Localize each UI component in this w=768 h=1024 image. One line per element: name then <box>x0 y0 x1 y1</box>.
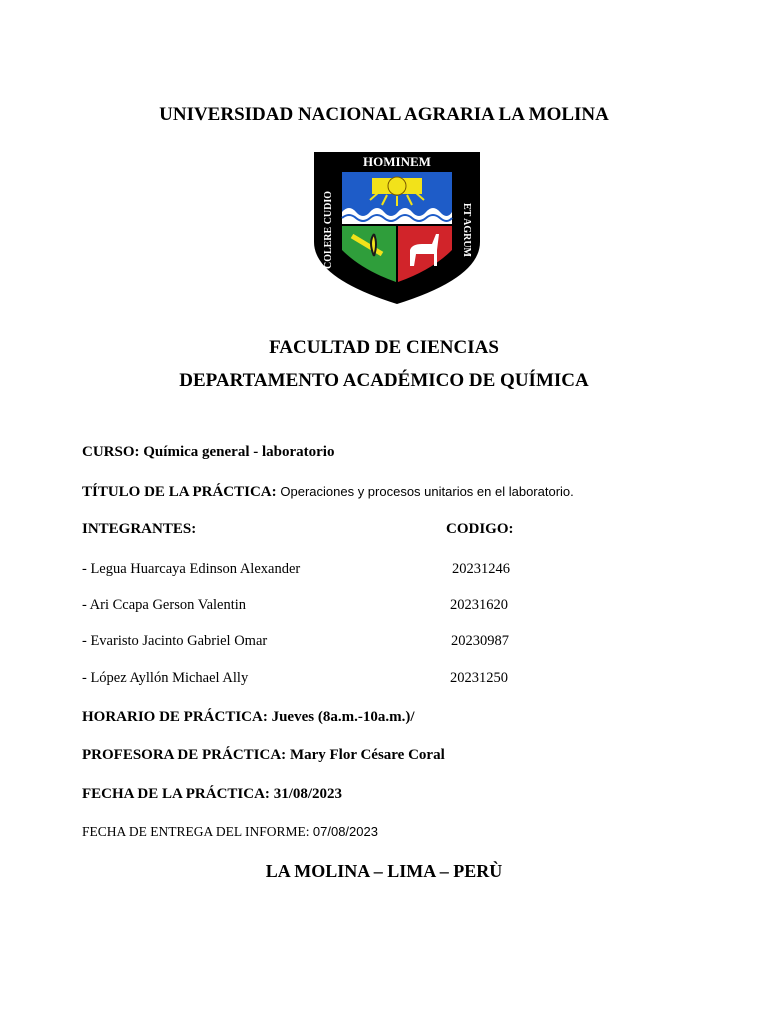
member-row: - Evaristo Jacinto Gabriel Omar <box>82 633 268 649</box>
teacher-label: PROFESORA DE PRÁCTICA: <box>82 747 287 763</box>
delivery-label: FECHA DE ENTREGA DEL INFORME: <box>82 824 310 839</box>
code-header: CODIGO: <box>446 521 514 537</box>
member-row: - Ari Ccapa Gerson Valentin <box>82 597 247 613</box>
member-code: 20231246 <box>452 561 510 577</box>
members-header: INTEGRANTES: <box>82 521 197 537</box>
faculty-name: FACULTAD DE CIENCIAS <box>269 337 499 358</box>
teacher-value: Mary Flor Césare Coral <box>289 747 445 763</box>
title-row <box>82 484 574 501</box>
delivery-row <box>82 824 378 840</box>
logo-top-text: HOMINEM <box>363 154 431 169</box>
member-code: 20230987 <box>451 633 509 649</box>
member-code: 20231620 <box>450 597 508 613</box>
date-label: FECHA DE LA PRÁCTICA: <box>82 786 270 802</box>
university-name: UNIVERSIDAD NACIONAL AGRARIA LA MOLINA <box>159 104 609 125</box>
schedule-row <box>82 709 414 726</box>
member-row: - Legua Huarcaya Edinson Alexander <box>82 561 301 577</box>
logo-left-text: COLERE CUDIO <box>323 190 334 270</box>
department-name: DEPARTAMENTO ACADÉMICO DE QUÍMICA <box>179 370 589 391</box>
schedule-value: Jueves (8a.m.-10a.m.)/ <box>271 709 415 725</box>
date-row <box>82 786 342 803</box>
teacher-row <box>82 747 445 764</box>
member-row: - López Ayllón Michael Ally <box>82 670 249 686</box>
title-value: Operaciones y procesos unitarios en el laboratorio. <box>280 484 574 499</box>
university-shield-logo <box>312 150 482 306</box>
schedule-label: HORARIO DE PRÁCTICA: <box>82 709 268 725</box>
course-row <box>82 444 334 461</box>
logo-right-text: ET AGRUM <box>461 203 472 257</box>
title-label: TÍTULO DE LA PRÁCTICA: <box>82 484 277 500</box>
delivery-value: 07/08/2023 <box>312 824 378 839</box>
member-code: 20231250 <box>450 670 508 686</box>
course-label: CURSO: <box>82 444 140 460</box>
course-value: Química general - laboratorio <box>143 444 335 460</box>
date-value: 31/08/2023 <box>273 786 343 802</box>
footer-location: LA MOLINA – LIMA – PERÙ <box>265 861 503 881</box>
